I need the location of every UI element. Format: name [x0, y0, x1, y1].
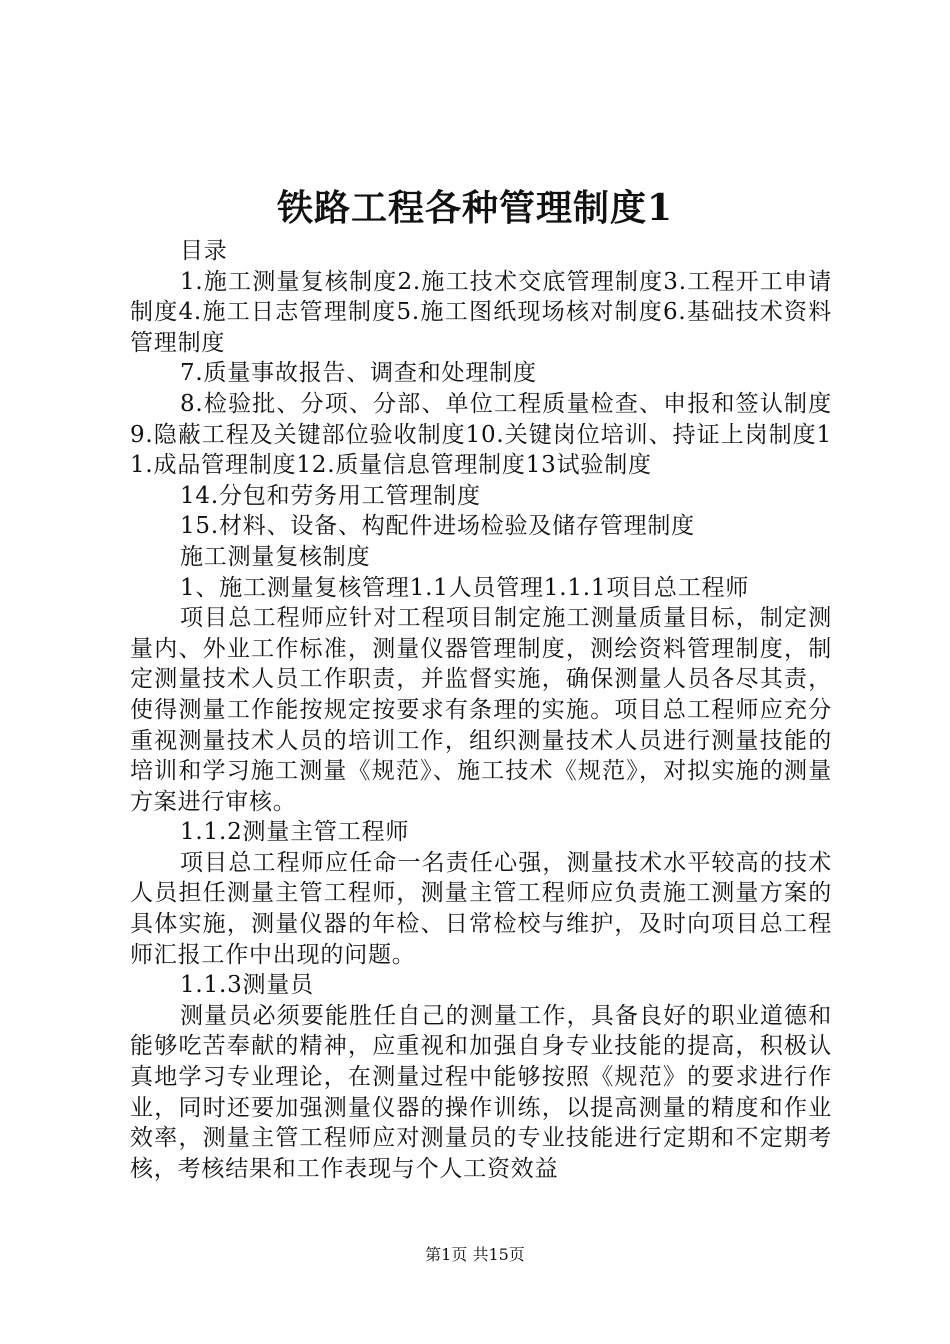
paragraph-toc-heading: 目录: [180, 238, 228, 264]
subsection-heading-1-1-3: 1.1.3测量员: [180, 972, 314, 999]
paragraph-toc-item-7: 7.质量事故报告、调查和处理制度: [180, 360, 537, 387]
subsection-heading: 1、施工测量复核管理1.1人员管理1.1.1项目总工程师: [180, 574, 750, 601]
paragraph-survey-supervisor: 项目总工程师应任命一名责任心强，测量技术水平较高的技术人员担任测量主管工程师，测量主管工程师应负责施工测量方案的具体实施，测量仪器的年检、日常检校与维护，及时向项目总工程师汇报工作中出现的问题。: [130, 849, 832, 968]
document-body: [130, 236, 832, 1184]
subsection-heading-1-1-2: 1.1.2测量主管工程师: [180, 819, 410, 846]
paragraph-toc-items-8-13: 8.检验批、分项、分部、单位工程质量检查、申报和签认制度9.隐蔽工程及关键部位验收制度10.关键岗位培训、持证上岗制度11.成品管理制度12.质量信息管理制度13试验制度: [130, 390, 832, 479]
document-title: 铁路工程各种管理制度1: [276, 187, 674, 229]
paragraph-toc-item-14: 14.分包和劳务用工管理制度: [180, 482, 481, 509]
paragraph-chief-engineer: 项目总工程师应针对工程项目制定施工测量质量目标，制定测量内、外业工作标准，测量仪器管理制度，测绘资料管理制度，制定测量技术人员工作职责，并监督实施，确保测量人员各尽其责，使得测量工作能按规定按要求有条理的实施。项目总工程师应充分重视测量技术人员的培训工作，组织测量技术人员进行测量技能的培训和学习施工测量《规范》、施工技术《规范》，对拟实施的测量方案进行审核。: [130, 605, 832, 815]
paragraph-surveyor: 测量员必须要能胜任自己的测量工作，具备良好的职业道德和能够吃苦奉献的精神，应重视和加强自身专业技能的提高，积极认真地学习专业理论，在测量过程中能够按照《规范》的要求进行作业，同时还要加强测量仪器的操作训练，以提高测量的精度和作业效率，测量主管工程师应对测量员的专业技能进行定期和不定期考核，考核结果和工作表现与个人工资效益: [130, 1002, 832, 1182]
page-number-footer: 第1页 共15页: [425, 1245, 525, 1264]
paragraph-toc-item-15: 15.材料、设备、构配件进场检验及储存管理制度: [180, 513, 695, 540]
section-heading: 施工测量复核制度: [180, 543, 371, 570]
paragraph-toc-items-1-6: 1.施工测量复核制度2.施工技术交底管理制度3.工程开工申请制度4.施工日志管理制度5.施工图纸现场核对制度6.基础技术资料管理制度: [130, 268, 832, 356]
